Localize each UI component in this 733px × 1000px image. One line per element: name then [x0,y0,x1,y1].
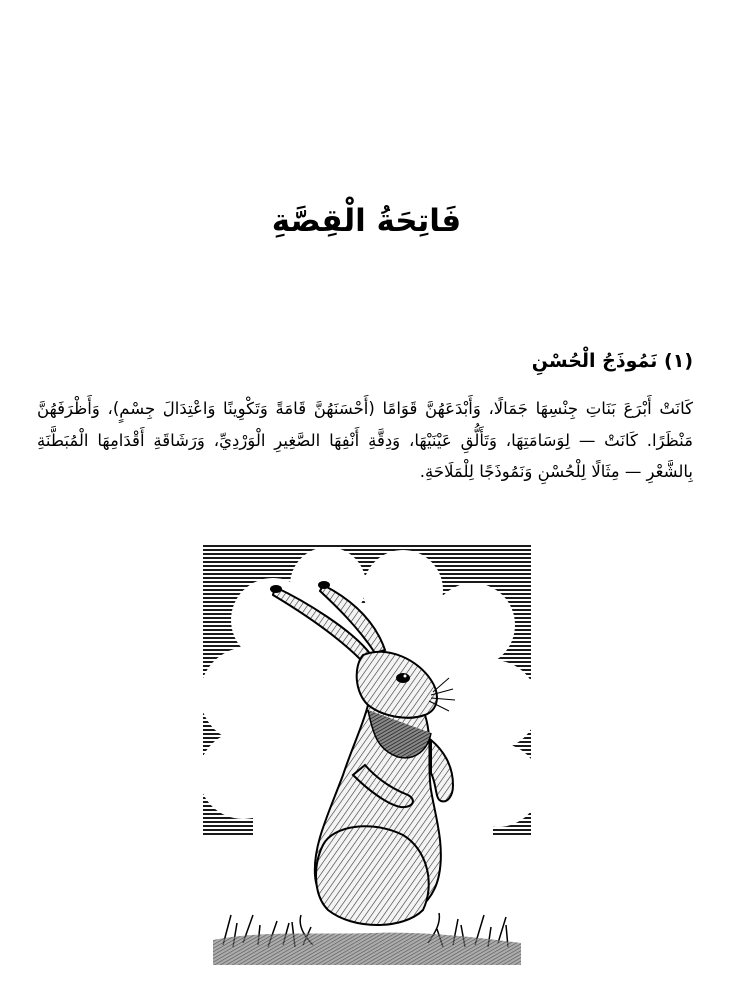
chapter-title: فَاتِحَةُ الْقِصَّةِ [271,203,462,239]
ear-tip-left [270,585,282,593]
hare-illustration [203,545,531,965]
hare-eye [396,673,410,683]
hare-engraving [203,545,531,965]
section-paragraph: كَانَتْ أَبْرَعَ بَنَاتِ جِنْسِهَا جَمَالًا، وَأَبْدَعَهُنَّ قَوَامًا (أَحْسَنَهُنَّ قَامَةً وَتَكْوِينًا وَاعْتِدَالَ جِسْمٍ)، وَأَظْرَفَهُنَّ مَنْظَرًا. كَانَتْ — لِوَسَامَتِهَا، وَتَأَلُّقِ عَيْنَيْهَا، وَدِقَّةِ أَنْفِهَا الصَّغِيرِ الْوَرْدِيِّ، وَرَشَاقَةِ أَقْدَامِهَا الْمُبَطَّنَةِ بِالشَّعْرِ — مِثَالًا لِلْحُسْنِ وَنَمُوذَجًا لِلْمَلَاحَةِ. [37,399,693,481]
hare-haunch [316,826,429,925]
section-heading: (١) نَمُوذَجُ الْحُسْنِ [531,350,693,372]
ear-tip-right [318,581,330,589]
